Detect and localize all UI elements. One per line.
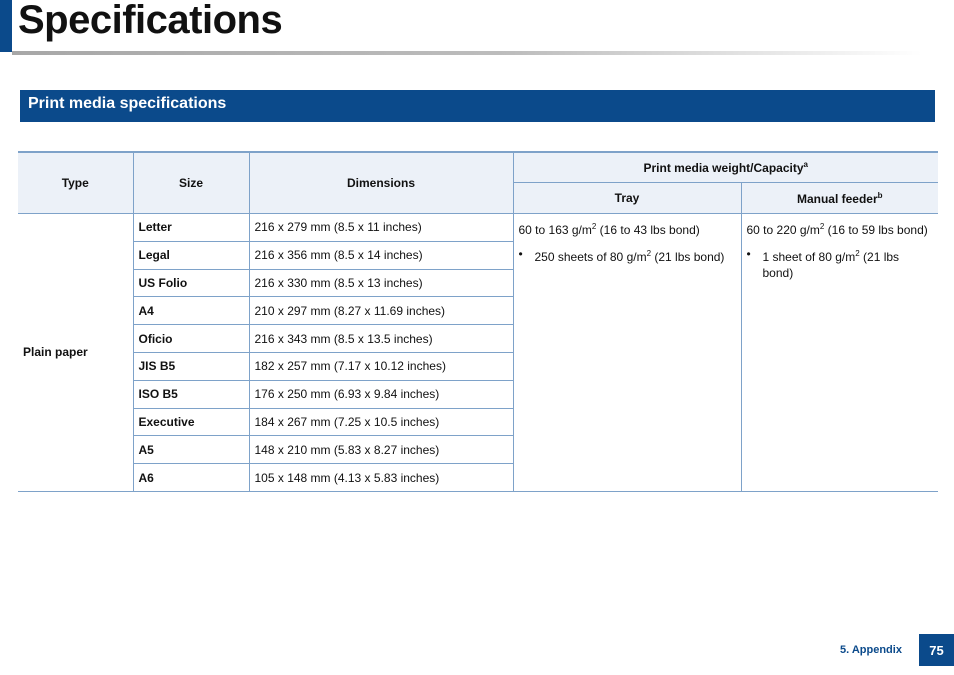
header-weight-capacity xyxy=(513,152,938,183)
manual-feeder-spec-cell xyxy=(741,214,938,492)
dimensions-cell: 216 x 279 mm (8.5 x 11 inches) xyxy=(249,214,513,242)
header-tray: Tray xyxy=(513,183,741,214)
dimensions-cell: 210 x 297 mm (8.27 x 11.69 inches) xyxy=(249,297,513,325)
dimensions-cell: 184 x 267 mm (7.25 x 10.5 inches) xyxy=(249,408,513,436)
bullet-icon: • xyxy=(518,247,523,261)
header-type: Type xyxy=(18,152,133,214)
dimensions-cell: 148 x 210 mm (5.83 x 8.27 inches) xyxy=(249,436,513,464)
manual-weight-exponent: 2 xyxy=(819,222,825,231)
header-size: Size xyxy=(133,152,249,214)
footer-section-label: 5. Appendix xyxy=(840,644,902,656)
header-manual-feeder-label: Manual feeder xyxy=(796,191,878,206)
tray-capacity-exponent: 2 xyxy=(646,249,652,258)
dimensions-cell: 105 x 148 mm (4.13 x 5.83 inches) xyxy=(249,464,513,492)
size-cell: A4 xyxy=(133,297,249,325)
bullet-icon: • xyxy=(746,247,751,261)
manual-weight-bond: (16 to 59 lbs bond) xyxy=(824,223,928,237)
manual-capacity-exponent: 2 xyxy=(855,249,860,258)
table-row xyxy=(18,214,938,242)
size-cell: Letter xyxy=(133,214,249,242)
tray-capacity-item xyxy=(519,246,736,265)
manual-weight-value: 60 to 220 g/m xyxy=(746,223,820,237)
manual-weight xyxy=(747,219,934,238)
manual-capacity-value: 1 sheet of 80 g/m xyxy=(762,250,856,264)
footnote-ref-a: a xyxy=(803,160,808,169)
tray-weight-bond: (16 to 43 lbs bond) xyxy=(596,223,700,237)
tray-capacity-text xyxy=(535,246,725,265)
header-manual-feeder xyxy=(741,183,938,214)
dimensions-cell: 176 x 250 mm (6.93 x 9.84 inches) xyxy=(249,380,513,408)
page-number: 75 xyxy=(919,634,954,666)
section-banner xyxy=(20,90,935,122)
header-weight-capacity-label: Print media weight/Capacity xyxy=(643,161,804,175)
size-cell: Oficio xyxy=(133,325,249,353)
tray-weight xyxy=(519,219,736,238)
header-accent-bar xyxy=(0,0,12,52)
print-media-table xyxy=(18,151,938,492)
manual-capacity-text xyxy=(763,246,934,281)
size-cell: A6 xyxy=(133,464,249,492)
size-cell: Executive xyxy=(133,408,249,436)
page-title: Specifications xyxy=(18,0,283,42)
header-dimensions: Dimensions xyxy=(249,152,513,214)
dimensions-cell: 182 x 257 mm (7.17 x 10.12 inches) xyxy=(249,352,513,380)
size-cell: JIS B5 xyxy=(133,352,249,380)
dimensions-cell: 216 x 343 mm (8.5 x 13.5 inches) xyxy=(249,325,513,353)
manual-capacity-item xyxy=(747,246,934,281)
dimensions-cell: 216 x 330 mm (8.5 x 13 inches) xyxy=(249,269,513,297)
tray-spec-cell xyxy=(513,214,741,492)
section-title: Print media specifications xyxy=(28,95,227,112)
title-divider xyxy=(12,51,922,55)
tray-weight-exponent: 2 xyxy=(591,222,597,231)
size-cell: A5 xyxy=(133,436,249,464)
footnote-ref-b: b xyxy=(877,190,883,200)
tray-capacity-value: 250 sheets of 80 g/m xyxy=(534,250,647,264)
size-cell: ISO B5 xyxy=(133,380,249,408)
manual-capacity-bond: (21 lbs bond) xyxy=(762,250,900,280)
type-cell: Plain paper xyxy=(18,214,133,492)
tray-weight-value: 60 to 163 g/m xyxy=(518,223,592,237)
size-cell: US Folio xyxy=(133,269,249,297)
table-header-row xyxy=(18,152,938,183)
size-cell: Legal xyxy=(133,241,249,269)
tray-capacity-bond: (21 lbs bond) xyxy=(651,250,725,264)
dimensions-cell: 216 x 356 mm (8.5 x 14 inches) xyxy=(249,241,513,269)
